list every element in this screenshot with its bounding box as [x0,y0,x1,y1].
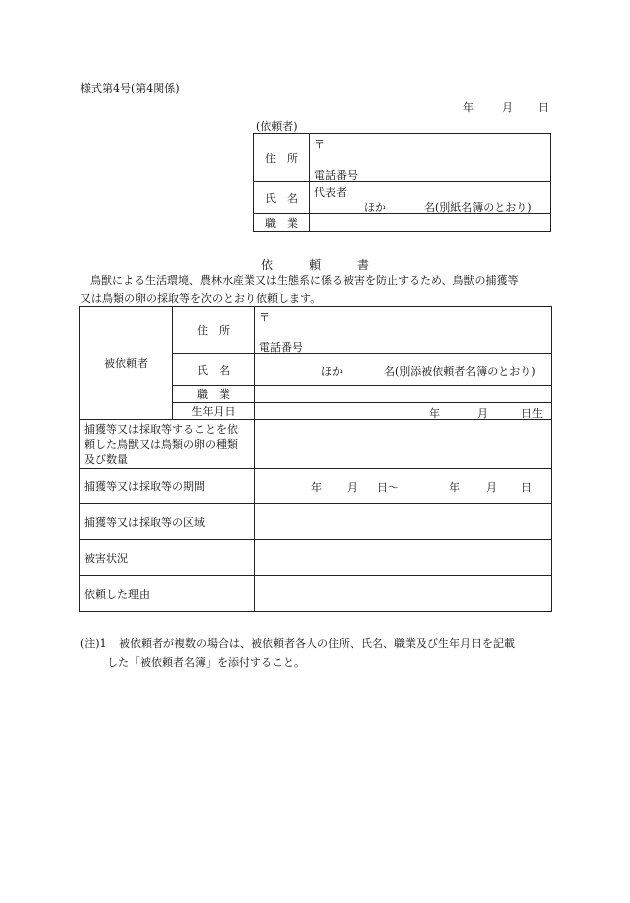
note-prefix: (注)1 [80,637,107,650]
period-cell[interactable] [255,469,552,504]
species-label-line-1: 捕獲等又は採取等することを依 [84,422,238,436]
note-line-2: した「被依頼者名簿」を添付すること。 [107,656,305,669]
date-year: 年 [463,101,474,114]
area-label: 捕獲等又は採取等の区域 [80,504,255,540]
requestee-group-label: 被依頼者 [80,307,173,420]
species-label [80,420,255,469]
period-month-2: 月 [486,480,497,494]
requestee-occupation-cell[interactable] [255,386,552,403]
period-month-1: 月 [347,480,358,494]
species-label-line-2: 頼した鳥獣又は鳥類の卵の種類 [84,437,238,451]
area-cell[interactable] [255,504,552,540]
birth-year: 年 [429,406,440,420]
date-month: 月 [502,101,513,114]
period-label: 捕獲等又は採取等の期間 [80,469,255,504]
requester-others-suffix: 名(別紙名簿のとおり) [424,200,532,214]
postal-mark: 〒 [314,137,325,151]
document-title: 依 頼 書 [260,258,369,272]
requestee-occupation-label: 職 業 [173,386,255,403]
note-line-1: 被依頼者が複数の場合は、被依頼者各人の住所、氏名、職業及び生年月日を記載 [119,637,515,650]
requestee-table [79,306,552,612]
intro-line-2: 又は鳥類の卵の採取等を次のとおり依頼します。 [80,292,322,305]
requestee-name-label: 氏 名 [173,354,255,386]
requester-table [253,133,551,232]
requester-others: ほか [364,200,386,214]
requester-heading: (依頼者) [256,120,298,133]
reason-cell[interactable] [255,576,552,612]
requestee-phone-label: 電話番号 [259,340,303,354]
requestee-others: ほか [321,364,343,378]
damage-label: 被害状況 [80,540,255,576]
requestee-address-label: 住 所 [173,307,255,354]
period-year-1: 年 [311,480,322,494]
damage-cell[interactable] [255,540,552,576]
representative-label: 代表者 [314,185,347,199]
date-day: 日 [538,101,549,114]
requester-name-cell[interactable] [310,182,551,214]
period-day-2: 日 [521,480,532,494]
period-day-1: 日〜 [377,480,399,494]
species-cell[interactable] [255,420,552,469]
requestee-name-cell[interactable] [255,354,552,386]
requestee-postal-mark: 〒 [259,310,270,324]
requestee-others-suffix: 名(別添被依頼者名簿のとおり) [384,364,536,378]
reason-label: 依頼した理由 [80,576,255,612]
intro-line-1: 鳥獣による生活環境、農林水産業又は生態系に係る被害を防止するため、鳥獣の捕獲等 [90,274,519,287]
requester-address-cell[interactable] [310,134,551,182]
requester-occupation-label: 職 業 [254,214,310,232]
requestee-birthdate-label: 生年月日 [173,403,255,420]
requestee-address-cell[interactable] [255,307,552,354]
form-number: 様式第4号(第4関係) [80,82,180,95]
species-label-line-3: 及び数量 [84,452,128,466]
requester-name-label: 氏 名 [254,182,310,214]
requestee-birthdate-cell[interactable] [255,403,552,420]
birth-day: 日生 [521,406,543,420]
requester-occupation-cell[interactable] [310,214,551,232]
phone-label: 電話番号 [314,168,358,182]
period-year-2: 年 [449,480,460,494]
birth-month: 月 [477,406,488,420]
requester-address-label: 住 所 [254,134,310,182]
